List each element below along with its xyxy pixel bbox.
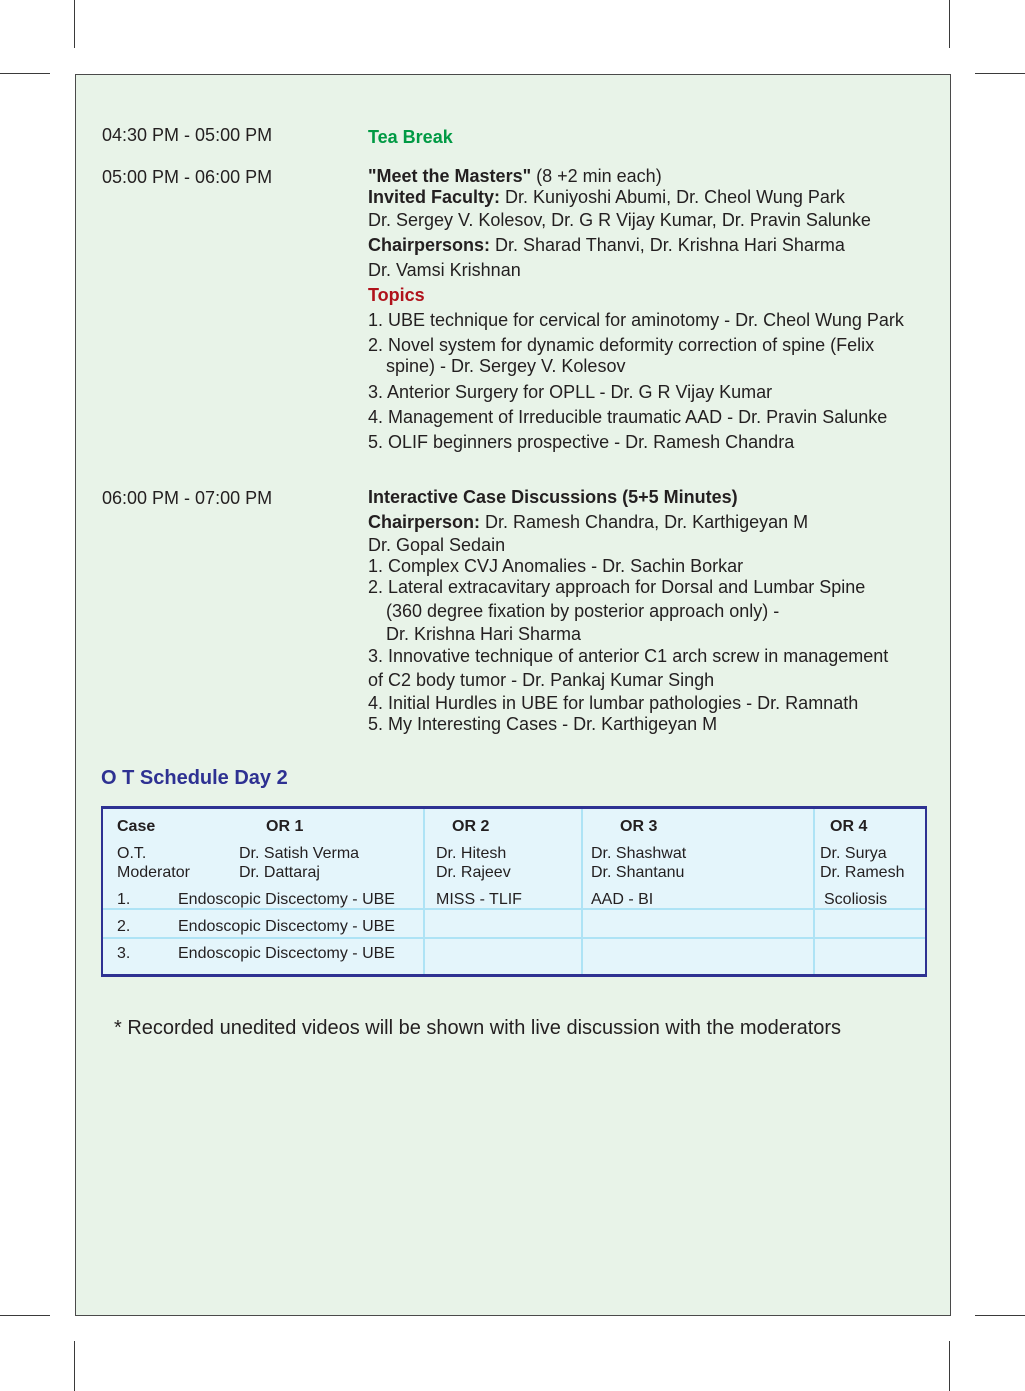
topic-item: 1. UBE technique for cervical for aminotomy - Dr. Cheol Wung Park (368, 310, 904, 330)
chairpersons-names: Dr. Sharad Thanvi, Dr. Krishna Hari Sharma (490, 235, 845, 255)
session-title (368, 487, 938, 508)
crop-mark (74, 0, 75, 48)
crop-mark (949, 1341, 950, 1391)
invited-faculty-line (368, 187, 938, 208)
session-time: 05:00 PM - 06:00 PM (102, 167, 273, 187)
case-item-cont: of C2 body tumor - Dr. Pankaj Kumar Singh (368, 670, 715, 690)
case-number: 2. (117, 918, 131, 935)
case-procedure: Endoscopic Discectomy - UBE (178, 891, 395, 908)
session-title: Tea Break (368, 127, 453, 147)
moderator-name: Dr. Rajeev (436, 864, 511, 881)
moderator-name: Dr. Ramesh (820, 864, 905, 881)
topic-item: 3. Anterior Surgery for OPLL - Dr. G R Vijay Kumar (368, 382, 773, 402)
crop-mark (975, 1315, 1025, 1316)
moderator-label: Moderator (117, 864, 190, 881)
case-item: 2. Lateral extracavitary approach for Dorsal and Lumbar Spine (368, 577, 866, 597)
topic-item: 4. Management of Irreducible traumatic AAD - Dr. Pravin Salunke (368, 407, 888, 427)
session-title-line (368, 166, 938, 187)
chairpersons-names: Dr. Vamsi Krishnan (368, 260, 521, 280)
ot-label: O.T. (117, 845, 147, 862)
case-procedure: Endoscopic Discectomy - UBE (178, 918, 395, 935)
case-item: 1. Complex CVJ Anomalies - Dr. Sachin Borkar (368, 556, 744, 576)
column-divider (423, 809, 425, 974)
row-divider (103, 937, 925, 939)
crop-mark (975, 73, 1025, 74)
chairpersons-line (368, 233, 938, 258)
chairpersons-label: Chairpersons: (368, 235, 491, 255)
invited-faculty-names: Dr. Sergey V. Kolesov, Dr. G R Vijay Kumar, Dr. Pravin Salunke (368, 210, 871, 230)
chairperson-names: Dr. Gopal Sedain (368, 535, 506, 555)
moderator-name: Dr. Shantanu (591, 864, 685, 881)
ot-surgeon: Dr. Satish Verma (239, 845, 360, 862)
case-item-cont: Dr. Krishna Hari Sharma (386, 624, 582, 644)
ot-surgeon: Dr. Shashwat (591, 845, 687, 862)
case-item: 5. My Interesting Cases - Dr. Karthigeyan M (368, 714, 718, 734)
col-header-or1: OR 1 (266, 818, 304, 835)
session-title: "Meet the Masters" (368, 166, 532, 186)
invited-faculty-label: Invited Faculty: (368, 187, 501, 207)
column-divider (813, 809, 815, 974)
session-time: 04:30 PM - 05:00 PM (102, 125, 273, 145)
chairperson-names: Dr. Ramesh Chandra, Dr. Karthigeyan M (480, 512, 809, 532)
chairperson-line (368, 510, 938, 535)
topics-heading: Topics (368, 285, 425, 305)
case-procedure: Endoscopic Discectomy - UBE (178, 945, 395, 962)
case-procedure: Scoliosis (824, 891, 888, 908)
case-procedure: MISS - TLIF (436, 891, 522, 908)
ot-surgeon: Dr. Surya (820, 845, 887, 862)
session-time: 06:00 PM - 07:00 PM (102, 488, 273, 508)
moderator-name: Dr. Dattaraj (239, 864, 320, 881)
ot-schedule-heading: O T Schedule Day 2 (101, 767, 288, 789)
crop-mark (949, 0, 950, 48)
col-header-or4: OR 4 (830, 818, 868, 835)
session-note: (8 +2 min each) (531, 166, 662, 186)
case-number: 3. (117, 945, 131, 962)
topic-item: 2. Novel system for dynamic deformity correction of spine (Felix (368, 335, 875, 355)
page-panel (75, 74, 951, 1316)
session-title-text: Interactive Case Discussions (5+5 Minutes) (368, 487, 738, 507)
case-item: 3. Innovative technique of anterior C1 arch screw in management (368, 646, 889, 666)
crop-mark (0, 1315, 50, 1316)
col-header-or3: OR 3 (620, 818, 658, 835)
case-item: 4. Initial Hurdles in UBE for lumbar pathologies - Dr. Ramnath (368, 693, 859, 713)
ot-surgeon: Dr. Hitesh (436, 845, 507, 862)
chairperson-label: Chairperson: (368, 512, 481, 532)
case-number: 1. (117, 891, 131, 908)
topic-item: 5. OLIF beginners prospective - Dr. Ramesh Chandra (368, 432, 795, 452)
footnote: * Recorded unedited videos will be shown with live discussion with the moderators (114, 1017, 842, 1039)
ot-schedule-table (101, 806, 927, 977)
invited-faculty-names: Dr. Kuniyoshi Abumi, Dr. Cheol Wung Park (500, 187, 845, 207)
col-header-or2: OR 2 (452, 818, 490, 835)
case-procedure: AAD - BI (591, 891, 654, 908)
col-header-case: Case (117, 818, 156, 835)
crop-mark (74, 1341, 75, 1391)
case-item-cont: (360 degree fixation by posterior approach only) - (386, 601, 780, 621)
topic-item-cont: spine) - Dr. Sergey V. Kolesov (386, 356, 626, 376)
crop-mark (0, 73, 50, 74)
column-divider (581, 809, 583, 974)
